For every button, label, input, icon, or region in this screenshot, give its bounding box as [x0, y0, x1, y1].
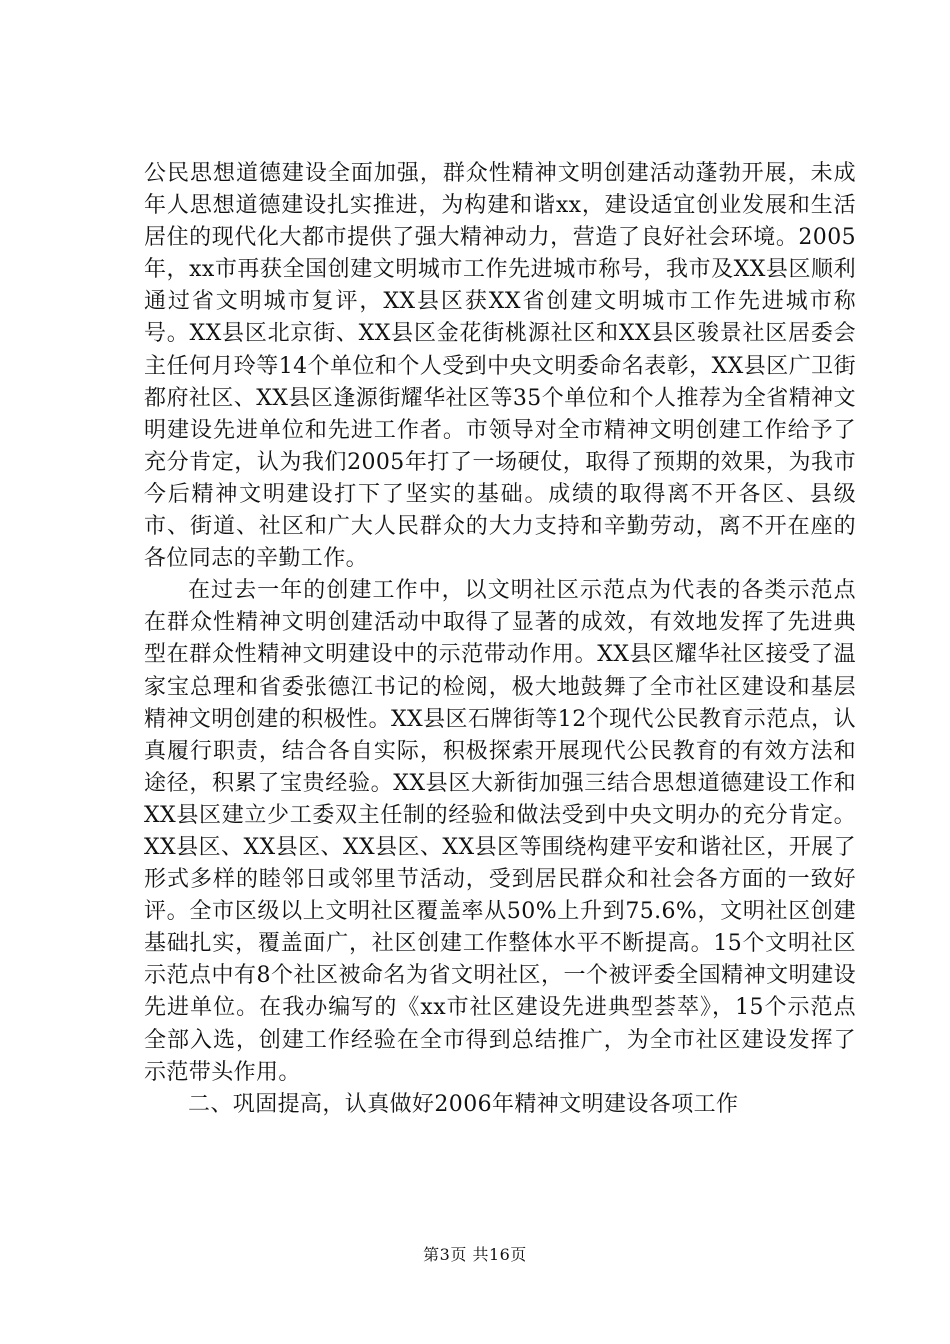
section-heading-2006-work: 二、巩固提高，认真做好2006年精神文明建设各项工作: [188, 1091, 739, 1117]
document-body: [144, 158, 856, 1121]
paragraph-demonstration-sites: 在过去一年的创建工作中，以文明社区示范点为代表的各类示范点在群众性精神文明创建活动中取得了显著的成效，有效地发挥了先进典型在群众性精神文明建设中的示范带动作用。XX县区耀华社区接受了温家宝总理和省委张德江书记的检阅，极大地鼓舞了全市社区建设和基层精神文明创建的积极性。XX县区石牌街等12个现代公民教育示范点，认真履行职责，结合各自实际，积极探索开展现代公民教育的有效方法和途径，积累了宝贵经验。XX县区大新街加强三结合思想道德建设工作和XX县区建立少工委双主任制的经验和做法受到中央文明办的充分肯定。XX县区、XX县区、XX县区、XX县区等围绕构建平安和谐社区，开展了形式多样的睦邻日或邻里节活动，受到居民群众和社会各方面的一致好评。全市区级以上文明社区覆盖率从50%上升到75.6%，文明社区创建基础扎实，覆盖面广，社区创建工作整体水平不断提高。15个文明社区示范点中有8个社区被命名为省文明社区，一个被评委全国精神文明建设先进单位。在我办编写的《xx市社区建设先进典型荟萃》，15个示范点全部入选，创建工作经验在全市得到总结推广，为全市社区建设发挥了示范带头作用。: [144, 578, 856, 1085]
paragraph-achievements: 公民思想道德建设全面加强，群众性精神文明创建活动蓬勃开展，未成年人思想道德建设扎实推进，为构建和谐xx，建设适宜创业发展和生活居住的现代化大都市提供了强大精神动力，营造了良好社会环境。2005年，xx市再获全国创建文明城市工作先进城市称号，我市及XX县区顺利通过省文明城市复评，XX县区获XX省创建文明城市工作先进城市称号。XX县区北京街、XX县区金花街桃源社区和XX县区骏景社区居委会主任何月玲等14个单位和个人受到中央文明委命名表彰，XX县区广卫街都府社区、XX县区逢源街耀华社区等35个单位和个人推荐为全省精神文明建设先进单位和先进工作者。市领导对全市精神文明创建工作给予了充分肯定，认为我们2005年打了一场硬仗，取得了预期的效果，为我市今后精神文明建设打下了坚实的基础。成绩的取得离不开各区、县级市、街道、社区和广大人民群众的大力支持和辛勤劳动，离不开在座的各位同志的辛勤工作。: [144, 161, 856, 572]
page-footer: 第3页 共16页: [423, 1245, 527, 1264]
